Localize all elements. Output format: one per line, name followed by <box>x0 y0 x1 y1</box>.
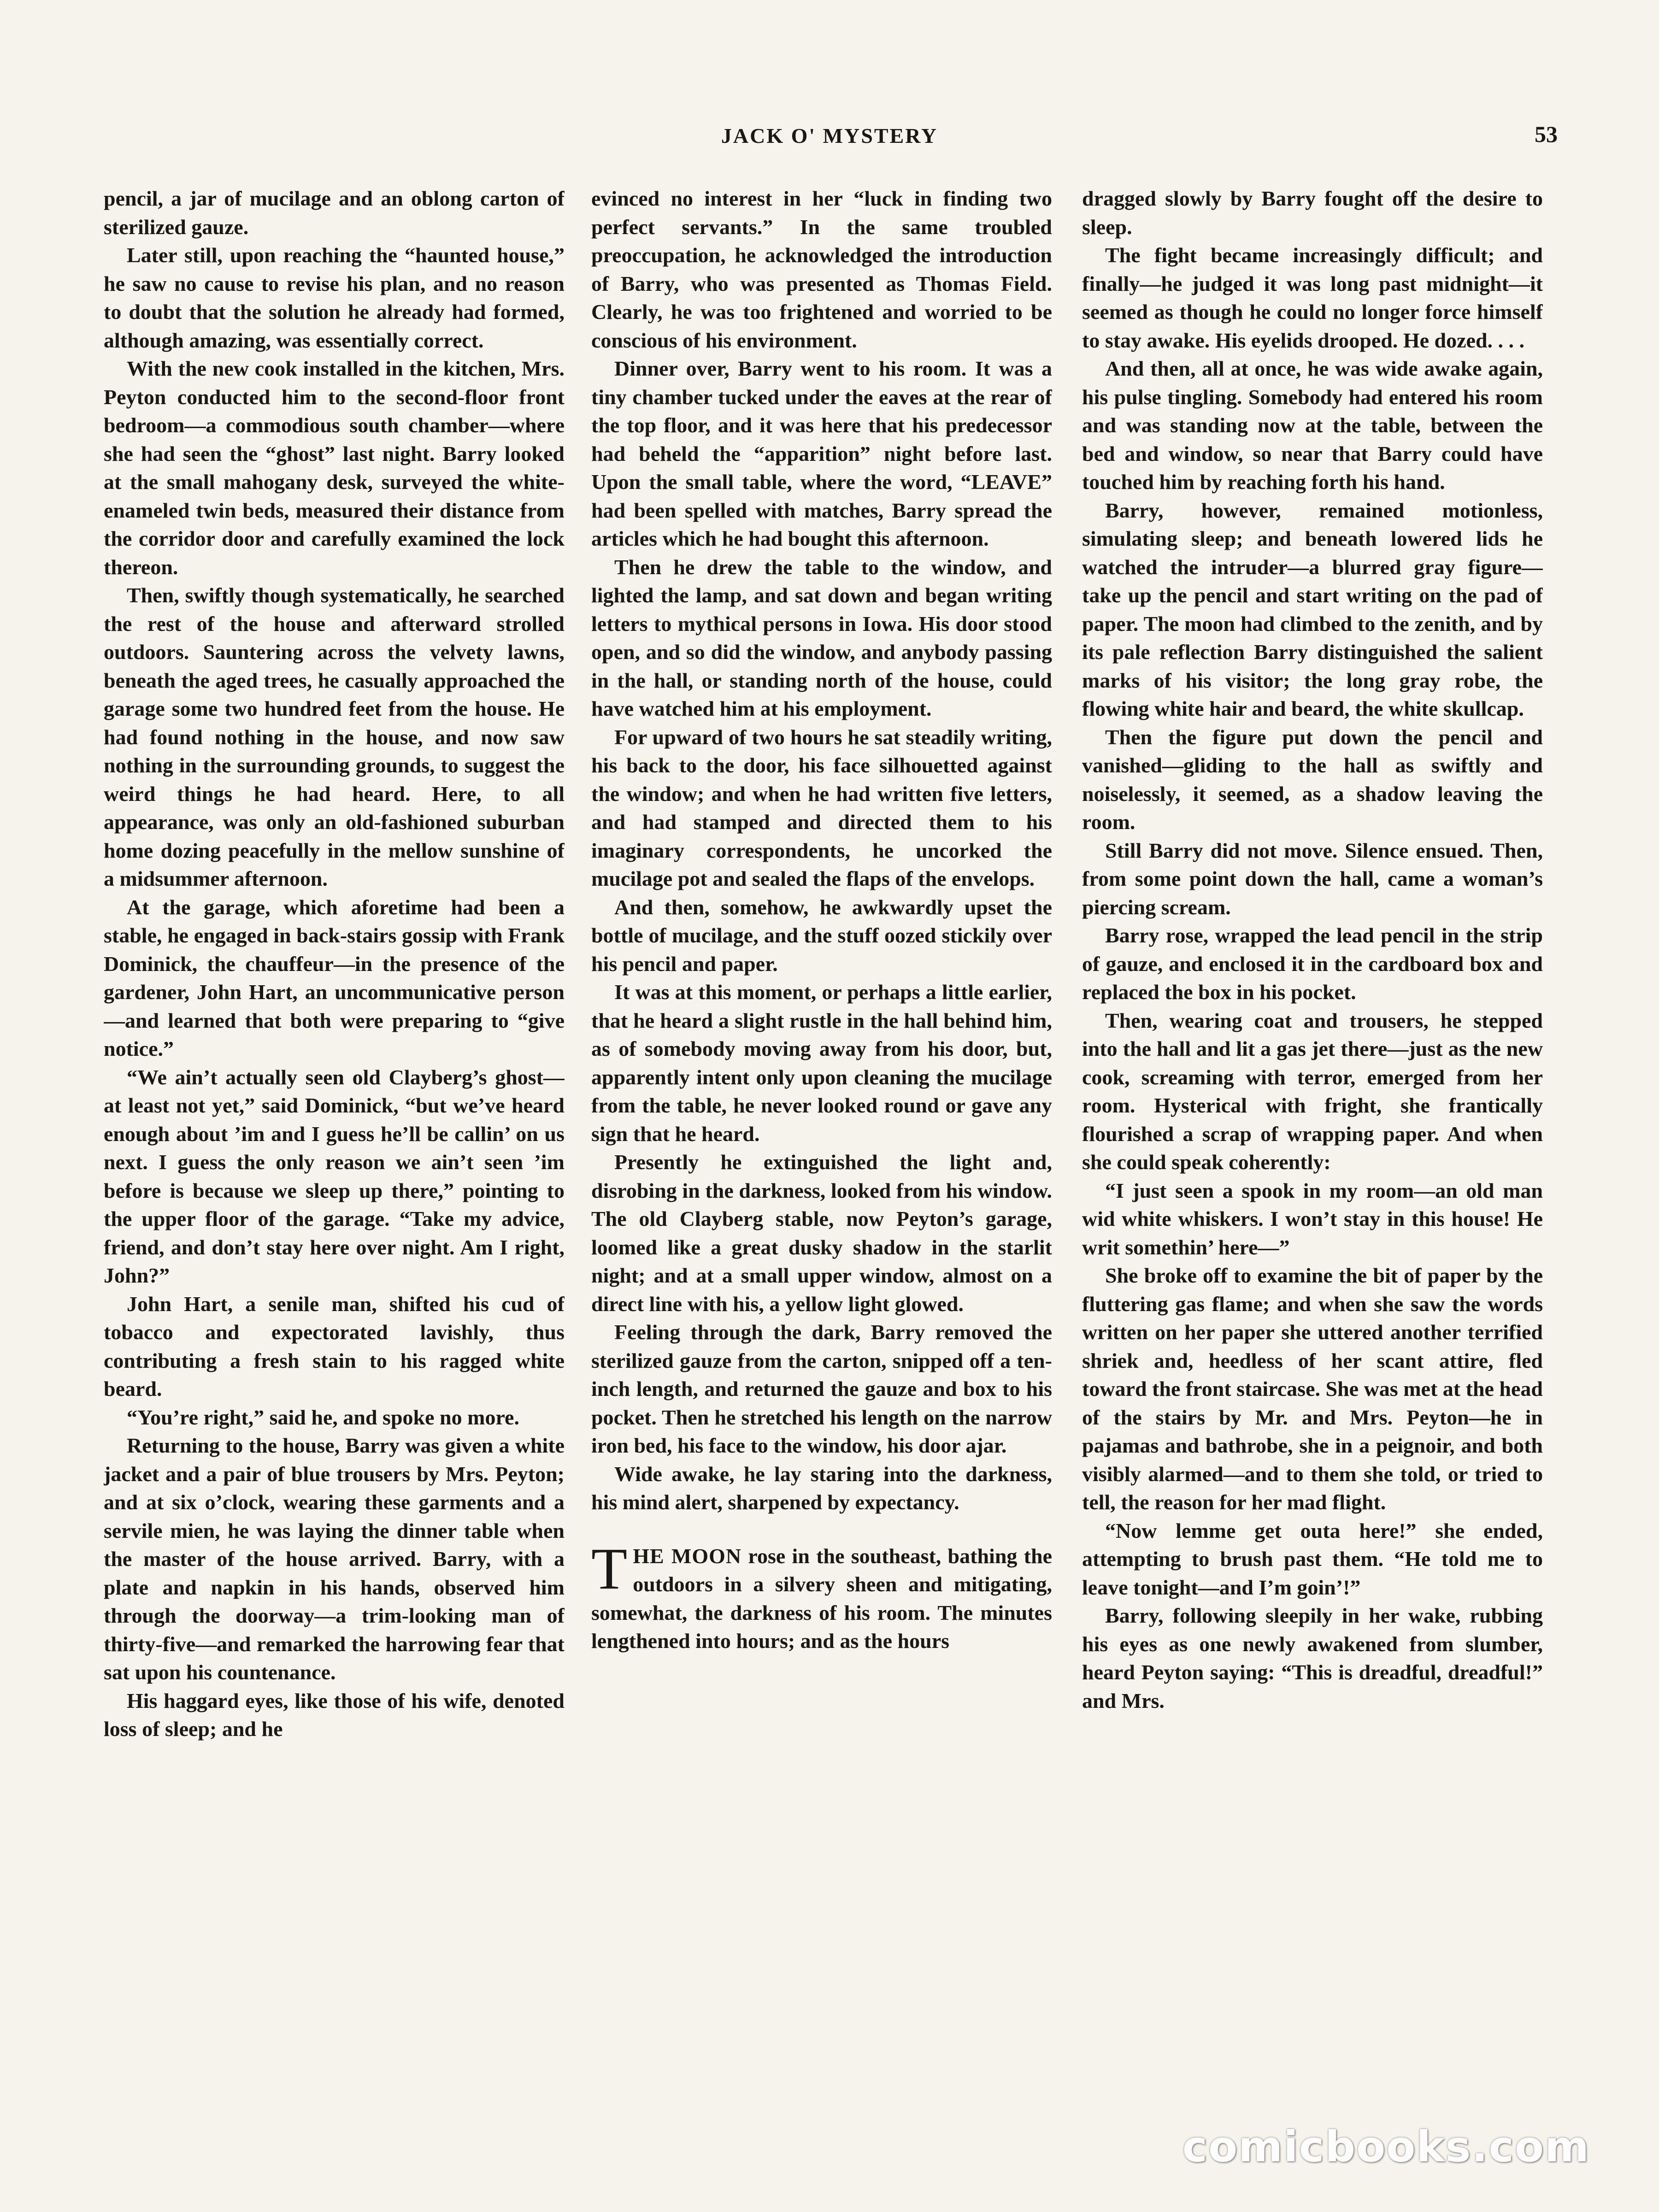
paragraph: Then, wearing coat and trousers, he stepped into the hall and lit a gas jet there—just as the new cook, screaming with terror, emerged from her room. Hysterical with fright, she frantically flourished a scrap of wrapping paper. And when she could speak coherently: <box>1082 1008 1543 1174</box>
paragraph: pencil, a jar of mucilage and an oblong carton of sterilized gauze. <box>104 187 565 239</box>
paragraph: Feeling through the dark, Barry removed the sterilized gauze from the carton, snipped off a ten-inch length, and returned the gauze and box to his pocket. Then he stretched his length on the narrow iron bed, his face to the window, his door ajar. <box>591 1320 1052 1457</box>
section-text: rose in the southeast, bathing the outdoors in a silvery sheen and mitigating, somewhat, the darkness of his room. The minutes lengthened into hours; and as the hours <box>591 1544 1052 1653</box>
paragraph: Later still, upon reaching the “haunted house,” he saw no cause to revise his plan, and no reason to doubt that the solution he already had formed, although amazing, was essentially correct. <box>104 243 565 352</box>
text-column-3 <box>1082 184 1543 2120</box>
paragraph: evinced no interest in her “luck in finding two perfect servants.” In the same troubled preoccupation, he acknowledged the introduction of Barry, who was presented as Thomas Field. Clearly, he was too frightened and worried to be conscious of his environment. <box>591 187 1052 352</box>
paragraph: “I just seen a spook in my room—an old man wid white whiskers. I won’t stay in this house! He writ somethin’ here—” <box>1082 1178 1543 1259</box>
section-opening-paragraph <box>591 1535 1052 1655</box>
paragraph: “Now lemme get outa here!” she ended, attempting to brush past them. “He told me to leave tonight—and I’m goin’!” <box>1082 1518 1543 1599</box>
paragraph: His haggard eyes, like those of his wife, denoted loss of sleep; and he <box>104 1688 565 1741</box>
paragraph: For upward of two hours he sat steadily writing, his back to the door, his face silhouetted against the window; and when he had written five letters, and had stamped and directed them to his imaginary correspondents, he uncorked the mucilage pot and sealed the flaps of the envelops. <box>591 725 1052 890</box>
paragraph: Dinner over, Barry went to his room. It was a tiny chamber tucked under the eaves at the rear of the top floor, and it was here that his predecessor had beheld the “apparition” night before last. Upon the small table, where the word, “LEAVE” had been spelled with matches, Barry spread the articles which he had bought this afternoon. <box>591 357 1052 550</box>
paragraph: Still Barry did not move. Silence ensued. Then, from some point down the hall, came a woman’s piercing scream. <box>1082 838 1543 919</box>
text-column-1 <box>104 184 565 2120</box>
paragraph: “You’re right,” said he, and spoke no more. <box>127 1405 519 1429</box>
paragraph: The fight became increasingly difficult; and finally—he judged it was long past midnight—it seemed as though he could no longer force himself to stay awake. His eyelids drooped. He dozed. . . . <box>1082 243 1543 352</box>
paragraph: Presently he extinguished the light and, disrobing in the darkness, looked from his window. The old Clayberg stable, now Peyton’s garage, loomed like a great dusky shadow in the starlit night; and at a small upper window, almost on a direct line with his, a yellow light glowed. <box>591 1150 1052 1316</box>
paragraph: She broke off to examine the bit of paper by the fluttering gas flame; and when she saw the words written on her paper she uttered another terrified shriek and, heedless of her scant attire, fled toward the front staircase. She was met at the head of the stairs by Mr. and Mrs. Peyton—he in pajamas and bathrobe, she in a peignoir, and both visibly alarmed—and to them she told, or tried to tell, the reason for her mad flight. <box>1082 1264 1543 1514</box>
paragraph: It was at this moment, or perhaps a little earlier, that he heard a slight rustle in the hall behind him, as of somebody moving away from his door, but, apparently intent only upon cleaning the mucilage from the table, he never looked round or gave any sign that he heard. <box>591 980 1052 1146</box>
paragraph: And then, all at once, he was wide awake again, his pulse tingling. Somebody had entered his room and was standing now at the table, between the bed and window, so near that Barry could have touched him by reaching forth his hand. <box>1082 357 1543 494</box>
running-title: JACK O' MYSTERY <box>721 124 938 147</box>
site-watermark: comicbooks.com <box>1182 2122 1590 2171</box>
page-header <box>0 121 1659 160</box>
paragraph: Then, swiftly though systematically, he searched the rest of the house and afterward strolled outdoors. Sauntering across the velvety lawns, beneath the aged trees, he casually approached the garage some two hundred feet from the house. He had found nothing in the house, and now saw nothing in the surrounding grounds, to suggest the weird things he had heard. Here, to all appearance, was only an old-fashioned suburban home dozing peacefully in the mellow sunshine of a midsummer afternoon. <box>104 583 565 890</box>
paragraph: dragged slowly by Barry fought off the desire to sleep. <box>1082 187 1543 239</box>
drop-cap: T <box>591 1535 628 1601</box>
paragraph: Barry rose, wrapped the lead pencil in the strip of gauze, and enclosed it in the cardboard box and replaced the box in his pocket. <box>1082 924 1543 1004</box>
paragraph: Returning to the house, Barry was given a white jacket and a pair of blue trousers by Mrs. Peyton; and at six o’clock, wearing these garments and a servile mien, he was laying the dinner table when the master of the house arrived. Barry, with a plate and napkin in his hands, observed him through the doorway—a trim-looking man of thirty-five—and remarked the harrowing fear that sat upon his countenance. <box>104 1434 565 1684</box>
paragraph: With the new cook installed in the kitchen, Mrs. Peyton conducted him to the second-floor front bedroom—a commodious south chamber—where she had seen the “ghost” last night. Barry looked at the small mahogany desk, surveyed the white-enameled twin beds, measured their distance from the corridor door and carefully examined the lock thereon. <box>104 357 565 579</box>
paragraph: Then he drew the table to the window, and lighted the lamp, and sat down and began writing letters to mythical persons in Iowa. His door stood open, and so did the window, and anybody passing in the hall, or standing north of the house, could have watched him at his employment. <box>591 555 1052 720</box>
paragraph: Then the figure put down the pencil and vanished—gliding to the hall as swiftly and noiselessly, it seemed, as a shadow leaving the room. <box>1082 725 1543 834</box>
paragraph: “We ain’t actually seen old Clayberg’s ghost—at least not yet,” said Dominick, “but we’ve heard enough about ’im and I guess he’ll be callin’ on us next. I guess the only reason we ain’t seen ’im before is because we sleep up there,” pointing to the upper floor of the garage. “Take my advice, friend, and don’t stay here over night. Am I right, John?” <box>104 1065 565 1287</box>
section-lead-words: HE MOON <box>633 1544 742 1568</box>
paragraph: Barry, however, remained motionless, simulating sleep; and beneath lowered lids he watched the intruder—a blurred gray figure—take up the pencil and start writing on the pad of paper. The moon had climbed to the zenith, and by its pale reflection Barry distinguished the salient marks of his visitor; the long gray robe, the flowing white hair and beard, the white skullcap. <box>1082 498 1543 720</box>
paragraph: And then, somehow, he awkwardly upset the bottle of mucilage, and the stuff oozed stickily over his pencil and paper. <box>591 895 1052 976</box>
paragraph: Barry, following sleepily in her wake, rubbing his eyes as one newly awakened from slumber, heard Peyton saying: “This is dreadful, dreadful!” and Mrs. <box>1082 1604 1543 1712</box>
paragraph: Wide awake, he lay staring into the darkness, his mind alert, sharpened by expectancy. <box>591 1462 1052 1514</box>
paragraph: John Hart, a senile man, shifted his cud of tobacco and expectorated lavishly, thus contributing a fresh stain to his ragged white beard. <box>104 1292 565 1400</box>
page-number: 53 <box>1535 121 1558 147</box>
text-column-2 <box>591 184 1052 2120</box>
paragraph: At the garage, which aforetime had been a stable, he engaged in back-stairs gossip with Frank Dominick, the chauffeur—in the presence of the gardener, John Hart, an uncommunicative person —and learned that both were preparing to “give notice.” <box>104 895 565 1060</box>
